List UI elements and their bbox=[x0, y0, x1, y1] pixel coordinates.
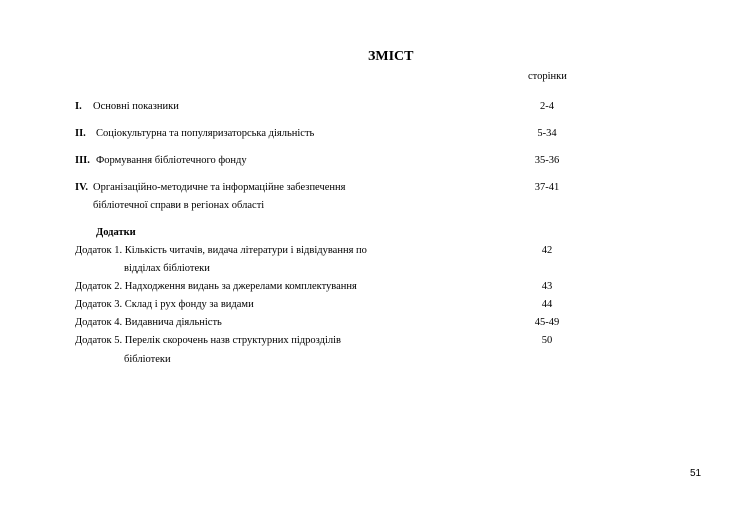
section-pages: 5-34 bbox=[537, 128, 557, 139]
appendix-pages: 44 bbox=[541, 299, 553, 310]
appendix-title: Додаток 1. Кількість читачів, видача літератури і відвідування по bbox=[75, 245, 367, 256]
section-number: III. bbox=[75, 155, 90, 166]
appendix-title-continued: відділах бібліотеки bbox=[124, 263, 210, 274]
pages-column-header: сторінки bbox=[528, 71, 567, 82]
section-number: I. bbox=[75, 101, 82, 112]
section-title: Організаційно-методичне та інформаційне забезпечення bbox=[93, 182, 346, 193]
section-pages: 2-4 bbox=[540, 101, 554, 112]
appendix-pages: 45-49 bbox=[534, 317, 560, 328]
appendix-title: Додаток 5. Перелік скорочень назв структурних підрозділів bbox=[75, 335, 341, 346]
section-title: Соціокультурна та популяризаторська діяльність bbox=[96, 128, 315, 139]
section-pages: 37-41 bbox=[534, 182, 560, 193]
page-number: 51 bbox=[690, 468, 702, 479]
appendix-title: Додаток 3. Склад і рух фонду за видами bbox=[75, 299, 254, 310]
section-number: IV. bbox=[75, 182, 88, 193]
appendix-title-continued: бібліотеки bbox=[124, 354, 171, 365]
appendix-heading: Додатки bbox=[96, 227, 136, 238]
appendix-pages: 50 bbox=[541, 335, 553, 346]
section-title-continued: бібліотечної справи в регіонах області bbox=[93, 200, 265, 211]
appendix-pages: 42 bbox=[541, 245, 553, 256]
section-title: Формування бібліотечного фонду bbox=[96, 155, 247, 166]
section-pages: 35-36 bbox=[534, 155, 560, 166]
appendix-pages: 43 bbox=[541, 281, 553, 292]
appendix-title: Додаток 4. Видавнича діяльність bbox=[75, 317, 222, 328]
appendix-title: Додаток 2. Надходження видань за джерелами комплектування bbox=[75, 281, 357, 292]
section-number: II. bbox=[75, 128, 86, 139]
page-title: ЗМІСТ bbox=[368, 49, 414, 64]
section-title: Основні показники bbox=[93, 101, 179, 112]
